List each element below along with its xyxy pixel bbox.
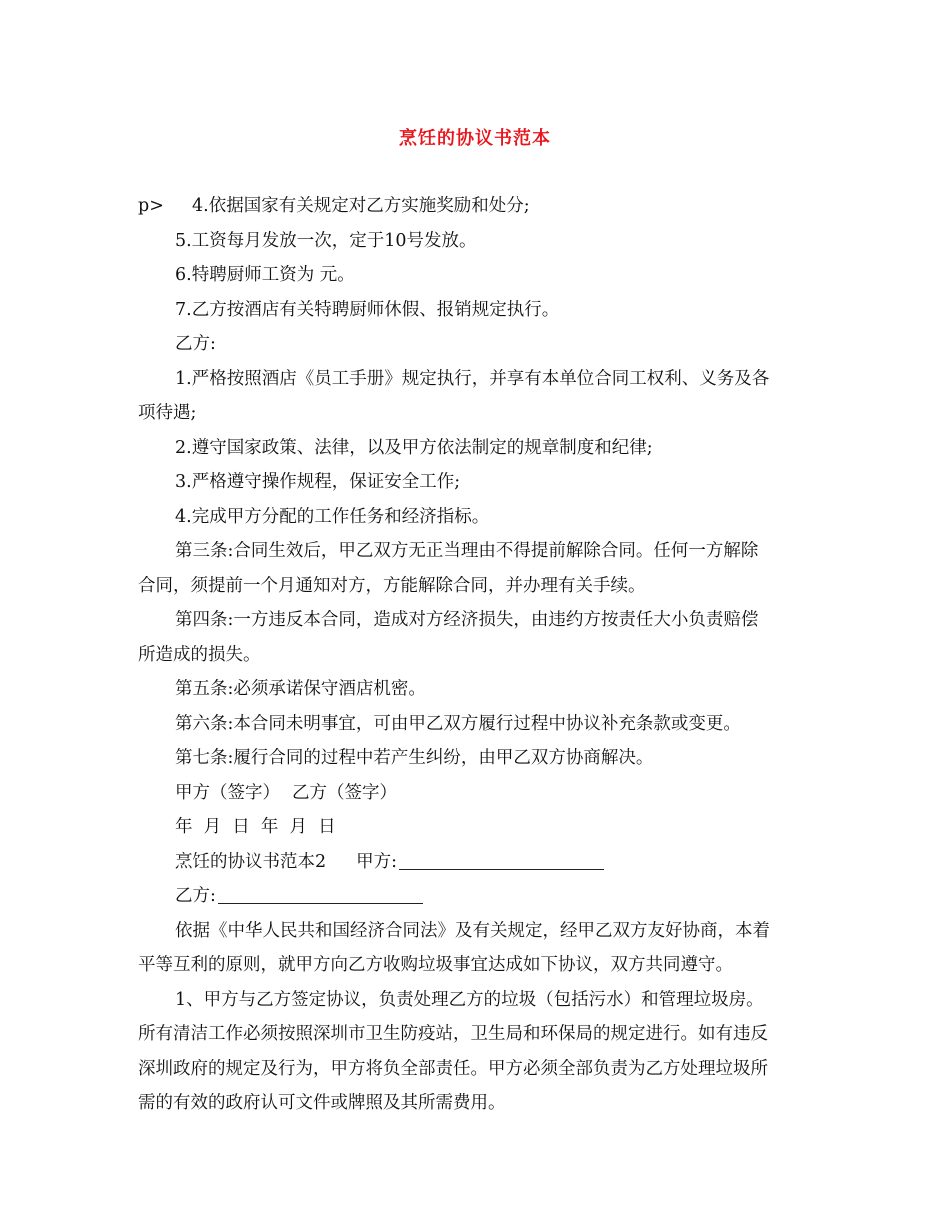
paragraph-line: 所造成的损失。: [138, 644, 261, 665]
party-b-blank: [218, 887, 423, 904]
paragraph-line: 合同，须提前一个月通知对方，方能解除合同，并办理有关手续。: [138, 575, 646, 596]
paragraph-line: 项待遇;: [138, 403, 197, 423]
paragraph-line: 需的有效的政府认可文件或牌照及其所需费用。: [138, 1093, 506, 1113]
paragraph-line: 1.严格按照酒店《员工手册》规定执行，并享有本单位合同工权利、义务及各: [175, 368, 770, 389]
paragraph-line: 第四条:一方违反本合同，造成对方经济损失，由违约方按责任大小负责赔偿: [175, 610, 759, 630]
paragraph-line: 2.遵守国家政策、法律，以及甲方依法制定的规章制度和纪律;: [175, 437, 653, 458]
lead-marker: p>: [138, 196, 164, 216]
document-body: [138, 193, 818, 1125]
paragraph-line: 依据《中华人民共和国经济合同法》及有关规定，经甲乙双方友好协商，本着: [175, 920, 770, 941]
paragraph-line: p> 4.依据国家有关规定对乙方实施奖励和处分;: [138, 193, 818, 228]
second-agreement-header: [138, 849, 818, 884]
second-agreement-title: 烹饪的协议书范本2: [175, 851, 327, 872]
paragraph-line: 7.乙方按酒店有关特聘厨师休假、报销规定执行。: [175, 299, 560, 320]
party-a-blank: [399, 853, 604, 870]
paragraph-line: 深圳政府的规定及行为，甲方将负全部责任。甲方必须全部负责为乙方处理垃圾所: [138, 1058, 768, 1079]
signature-line: [138, 780, 818, 815]
paragraph-line: 乙方:: [175, 334, 216, 354]
date-line: 年 月 日 年 月 日: [175, 817, 336, 837]
paragraph-line: 所有清洁工作必须按照深圳市卫生防疫站，卫生局和环保局的规定进行。如有违反: [138, 1024, 768, 1044]
paragraph-line: 6.特聘厨师工资为 元。: [175, 265, 355, 285]
document-title: 烹饪的协议书范本: [399, 128, 551, 149]
party-a-label: 甲方:: [356, 851, 398, 872]
paragraph-line: 第六条:本合同未明事宜，可由甲乙双方履行过程中协议补充条款或变更。: [175, 713, 741, 734]
paragraph-line: 3.严格遵守操作规程，保证安全工作;: [175, 472, 461, 492]
party-b-line: [138, 883, 818, 918]
party-a-signature-label: 甲方（签字）: [175, 782, 280, 803]
paragraph-line: 4.完成甲方分配的工作任务和经济指标。: [175, 506, 490, 527]
paragraph-line: 平等互利的原则，就甲方向乙方收购垃圾事宜达成如下协议，双方共同遵守。: [138, 955, 733, 975]
paragraph-line: 第三条:合同生效后，甲乙双方无正当理由不得提前解除合同。任何一方解除: [175, 541, 759, 561]
paragraph-line: 1、甲方与乙方签定协议，负责处理乙方的垃圾（包括污水）和管理垃圾房。: [175, 989, 764, 1010]
party-b-label: 乙方:: [175, 886, 216, 906]
paragraph-line: 第七条:履行合同的过程中若产生纠纷，由甲乙双方协商解决。: [175, 748, 654, 768]
party-b-signature-label: 乙方（签字）: [292, 782, 397, 803]
paragraph-line: 5.工资每月发放一次，定于10号发放。: [175, 230, 477, 251]
paragraph-line: 第五条:必须承诺保守酒店机密。: [175, 679, 426, 699]
